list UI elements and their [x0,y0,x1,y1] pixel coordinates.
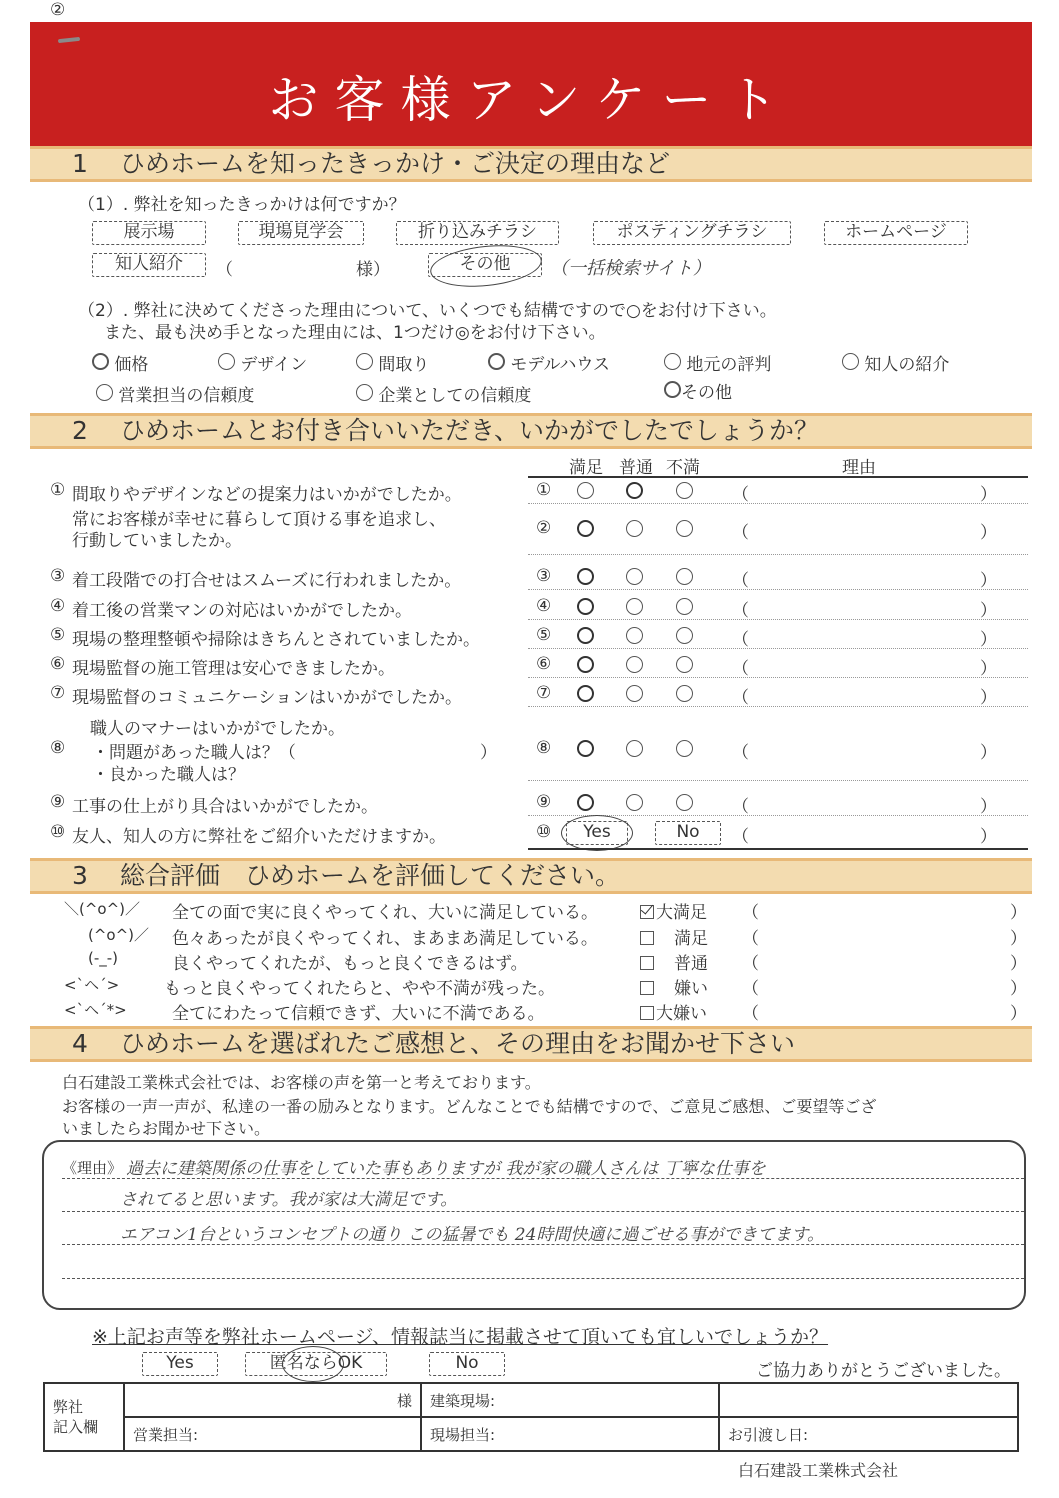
rating-description: 色々あったが良くやってくれ、まあまあ満足している。 [172,929,598,949]
circle-mark-icon [488,353,505,370]
intro-line-2: お客様の一声一声が、私達の一番の励みとなります。どんなことでも結構ですので、ご意見ご感想、ご要望等ござ [62,1097,877,1116]
question-number: ⑩ [50,822,66,842]
other-handwritten-answer: （一括検索サイト） [550,258,711,279]
section-title: ひめホームを知ったきっかけ・ご決定の理由など [120,149,671,178]
option-insert-flyer[interactable]: 折り込みチラシ [396,221,559,245]
double-circle-mark-icon [92,353,109,370]
construction-site-value-cell[interactable] [719,1383,1018,1417]
good-craftsman: ・良かった職人は？ [92,765,245,785]
paren-open: （ [742,929,759,949]
rating-circle[interactable] [626,520,643,537]
rating-circle[interactable] [676,794,693,811]
rating-circle[interactable] [676,685,693,702]
question-number: ① [50,480,66,500]
section-number: 1 [72,149,88,178]
reason-option-sales-trust[interactable] [96,381,254,406]
selected-rating-circle[interactable] [577,598,594,615]
rating-circle[interactable] [626,656,643,673]
question-1-2-line2: また、最も決め手となった理由には、1つだけ◎をお付け下さい。 [104,323,606,343]
handover-date-cell[interactable]: お引渡し日: [719,1417,1018,1451]
question-text: 現場監督の施工管理は安心できましたか。 [72,659,395,679]
question-text-2: 行動していましたか。 [72,531,242,551]
question-text: 間取りやデザインなどの提案力はいかがでしたか。 [72,485,462,505]
publish-no-button[interactable]: No [429,1352,505,1376]
question-text: 着工後の営業マンの対応はいかがでしたか。 [72,601,412,621]
paren-open: （ [732,571,749,591]
section-3-heading [30,858,1032,894]
problem-craftsman: ・問題があった職人は？（ [92,743,296,763]
checkbox-icon[interactable] [640,1006,654,1020]
question-text: 常にお客様が幸せに暮らして頂ける事を追求し、 [72,510,446,530]
reason-option-model-house[interactable] [488,350,610,375]
column-unsatisfied: 不満 [666,458,700,478]
row-divider [528,706,1028,707]
row-number: ② [536,518,552,538]
selected-rating-circle[interactable] [577,740,594,757]
empty-circle-icon [664,353,681,370]
rating-circle[interactable] [626,740,643,757]
site-manager-cell[interactable]: 現場担当: [421,1417,719,1451]
section-number: 3 [72,861,88,890]
row-divider [528,780,1028,781]
column-average: 普通 [619,458,653,478]
question-number: ③ [50,566,66,586]
selected-rating-circle[interactable] [577,627,594,644]
checkbox-icon[interactable] [640,931,654,945]
comment-rule [62,1178,1024,1179]
question-text: 工事の仕上がり具合はいかがでしたか。 [72,797,378,817]
checked-checkbox-icon[interactable] [640,905,654,919]
paren-open: （ [742,979,759,999]
question-text: 職人のマナーはいかがでしたか。 [90,719,345,739]
empty-circle-icon [356,384,373,401]
paren-open: （ [742,903,759,923]
rating-label: 大満足 [656,903,707,923]
reason-label: デザイン [240,355,308,375]
paren-close: ） [980,485,997,505]
paren-close: ） [1010,903,1027,923]
publish-anonymous-button[interactable]: 匿名ならOK [245,1352,387,1376]
reason-label: 地元の評判 [686,355,772,375]
rating-circle[interactable] [626,598,643,615]
empty-circle-icon [96,384,113,401]
question-number: ④ [50,596,66,616]
paren-open: （ [732,523,749,543]
referral-paren-open: （ [216,260,233,280]
title-banner [30,22,1032,146]
paren-open: （ [732,601,749,621]
empty-circle-icon [842,353,859,370]
sales-rep-cell[interactable]: 営業担当: [124,1417,421,1451]
construction-site-cell[interactable]: 建築現場: [421,1383,719,1417]
referral-name-suffix: 様） [356,260,390,280]
comment-rule [62,1278,1024,1279]
recommend-no-button[interactable]: No [655,821,721,845]
rating-description: 全てにわたって信頼できず、大いに不満である。 [172,1004,545,1024]
rating-circle[interactable] [676,627,693,644]
option-homepage[interactable]: ホームページ [824,221,968,245]
selected-rating-circle[interactable] [577,685,594,702]
rating-circle[interactable] [626,685,643,702]
row-number: ① [536,480,552,500]
row-number: ③ [536,566,552,586]
reason-option-local-reputation[interactable] [664,350,771,375]
rating-option[interactable] [640,999,707,1024]
section-title: 総合評価 ひめホームを評価してください。 [120,861,621,890]
paren-close: ） [1010,929,1027,949]
section-title: ひめホームを選ばれたご感想と、その理由をお聞かせ下さい [120,1029,796,1058]
handwritten-circle [561,815,633,851]
reason-option-company-trust[interactable] [356,381,531,406]
paren-close: ） [980,743,997,763]
row-number: ⑨ [536,792,552,812]
header-rule [528,476,1028,478]
section-1-heading [30,146,1032,182]
comment-line-1: 過去に建築関係の仕事をしていた事もありますが 我が家の職人さんは 丁寧な仕事を [126,1159,766,1179]
rating-circle[interactable] [626,627,643,644]
page-title: お客様アンケート [268,71,794,129]
face-emoticon: (^o^)／ [88,926,150,944]
empty-circle-icon [218,353,235,370]
reason-option-other[interactable] [664,378,732,403]
row-divider [528,619,1028,620]
reason-option-price[interactable] [92,350,148,375]
row-number: ⑥ [536,654,552,674]
face-emoticon: <`ヘ´> [64,976,120,994]
row-divider [528,554,1028,555]
rating-label: 普通 [674,954,708,974]
row-number: ⑩ [536,822,552,842]
comment-line-2: されてると思います。我が家は大満足です。 [120,1190,458,1210]
checkbox-icon[interactable] [640,981,654,995]
paren-open: （ [732,630,749,650]
paren-close: ） [480,743,497,763]
selected-rating-circle[interactable] [577,520,594,537]
rating-circle[interactable] [676,656,693,673]
paren-close: ） [980,523,997,543]
rating-circle[interactable] [626,794,643,811]
reason-option-floorplan[interactable] [356,350,429,375]
option-referral[interactable]: 知人紹介 [92,253,206,277]
selected-rating-circle[interactable] [626,482,643,499]
face-emoticon: (-_-) [88,949,119,967]
office-use-table [43,1382,1019,1452]
publish-yes-button[interactable]: Yes [142,1352,218,1376]
rating-circle[interactable] [626,568,643,585]
rating-option[interactable] [640,974,708,999]
option-other[interactable]: その他 [428,253,542,277]
rating-description: もっと良くやってくれたらと、やや不満が残った。 [164,979,555,999]
row-divider [528,677,1028,678]
table-bottom-rule [528,848,1028,850]
paren-open: （ [732,485,749,505]
section-2-heading [30,413,1032,449]
paren-close: ） [980,571,997,591]
row-divider [528,589,1028,590]
option-site-tour[interactable]: 現場見学会 [238,221,364,245]
rating-circle[interactable] [676,740,693,757]
paren-close: ） [1010,1004,1027,1024]
recommend-yes-button[interactable]: Yes [566,821,628,845]
question-number: ② [50,0,66,20]
intro-line-3: いましたらお聞かせ下さい。 [62,1119,271,1138]
reason-label: 間取り [378,355,430,375]
question-number: ⑧ [50,738,66,758]
rating-circle[interactable] [577,482,594,499]
thanks-message: ご協力ありがとうございました。 [756,1361,1011,1381]
reason-label: 価格 [114,355,149,375]
section-number: 4 [72,1029,88,1058]
row-divider [528,648,1028,649]
paren-open: （ [732,827,749,847]
rating-option[interactable] [640,898,707,923]
question-1-1: （1）. 弊社を知ったきっかけは何ですか？ [78,195,406,215]
intro-line-1: 白石建設工業株式会社では、お客様の声を第一と考えております。 [62,1073,541,1092]
reason-label: 知人の紹介 [864,355,950,375]
row-number: ⑧ [536,738,552,758]
rating-label: 満足 [674,929,708,949]
rating-option[interactable] [640,949,708,974]
question-text: 着工段階での打合せはスムーズに行われましたか。 [72,571,462,591]
publish-question: ※上記お声等を弊社ホームページ、情報誌当に掲載させて頂いても宜しいでしょうか？ [92,1326,829,1348]
question-number: ⑥ [50,654,66,674]
paren-close: ） [1010,979,1027,999]
row-divider [528,503,1028,504]
paren-close: ） [980,688,997,708]
reason-label: モデルハウス [510,355,610,375]
selected-rating-circle[interactable] [577,794,594,811]
rating-description: 全ての面で実に良くやってくれ、大いに満足している。 [172,903,599,923]
checkbox-icon[interactable] [640,956,654,970]
question-text: 友人、知人の方に弊社をご紹介いただけますか。 [72,827,446,847]
rating-circle[interactable] [676,482,693,499]
reason-label: 企業としての信頼度 [378,386,532,406]
question-number: ⑤ [50,625,66,645]
row-number: ⑦ [536,683,552,703]
paren-close: ） [980,601,997,621]
paren-open: （ [732,688,749,708]
comment-line-3: エアコン1台というコンセプトの通り この猛暑でも 24時間快適に過ごせる事ができてます。 [120,1225,825,1245]
selected-rating-circle[interactable] [577,656,594,673]
section-4-heading [30,1026,1032,1062]
row-number: ④ [536,596,552,616]
paren-open: （ [732,659,749,679]
rating-circle[interactable] [676,598,693,615]
paren-close: ） [980,827,997,847]
column-satisfied: 満足 [569,458,603,478]
rating-label: 嫌い [674,979,708,999]
handwritten-circle [428,240,544,291]
question-text: 現場の整理整頓や掃除はきちんとされていましたか。 [72,630,480,650]
rating-description: 良くやってくれたが、もっと良くできるはず。 [172,954,528,974]
paren-close: ） [980,630,997,650]
comment-rule [62,1211,1024,1212]
option-showroom[interactable]: 展示場 [92,221,206,245]
empty-circle-icon [356,353,373,370]
double-circle-mark-icon [664,381,681,398]
customer-name-cell[interactable]: 様 [124,1383,421,1417]
option-posting-flyer[interactable]: ポスティングチラシ [593,221,791,245]
row-number: ⑤ [536,625,552,645]
reason-option-acquaintance[interactable] [842,350,949,375]
question-number: ⑨ [50,792,66,812]
selected-rating-circle[interactable] [577,568,594,585]
question-text: 現場監督のコミュニケーションはいかがでしたか。 [72,688,462,708]
section-title: ひめホームとお付き合いいただき、いかがでしたでしょうか？ [120,416,820,445]
reason-option-design[interactable] [218,350,307,375]
paren-open: （ [742,954,759,974]
paren-open: （ [742,1004,759,1024]
question-number: ⑦ [50,683,66,703]
paren-close: ） [1010,954,1027,974]
reason-label: 営業担当の信頼度 [118,386,255,406]
rating-option[interactable] [640,924,708,949]
footer-company: 白石建設工業株式会社 [738,1461,899,1480]
paren-close: ） [980,797,997,817]
rating-circle[interactable] [676,568,693,585]
column-reason: 理由 [842,458,876,478]
handwritten-circle [282,1346,344,1382]
face-emoticon: <`ヘ´*> [64,1001,127,1019]
face-emoticon: ＼(^o^)／ [64,900,141,918]
reason-label: その他 [681,383,732,403]
comment-rule [62,1244,1024,1245]
paren-open: （ [732,797,749,817]
paren-close: ） [980,659,997,679]
staple-mark [58,37,80,43]
paren-open: （ [732,743,749,763]
reason-label: 《理由》 [62,1159,123,1177]
rating-circle[interactable] [676,520,693,537]
rating-label: 大嫌い [656,1004,707,1024]
section-number: 2 [72,416,88,445]
office-label: 弊社 記入欄 [44,1383,124,1451]
question-1-2-line1: （2）. 弊社に決めてくださった理由について、いくつでも結構ですので○をお付け下さい。 [78,301,777,321]
